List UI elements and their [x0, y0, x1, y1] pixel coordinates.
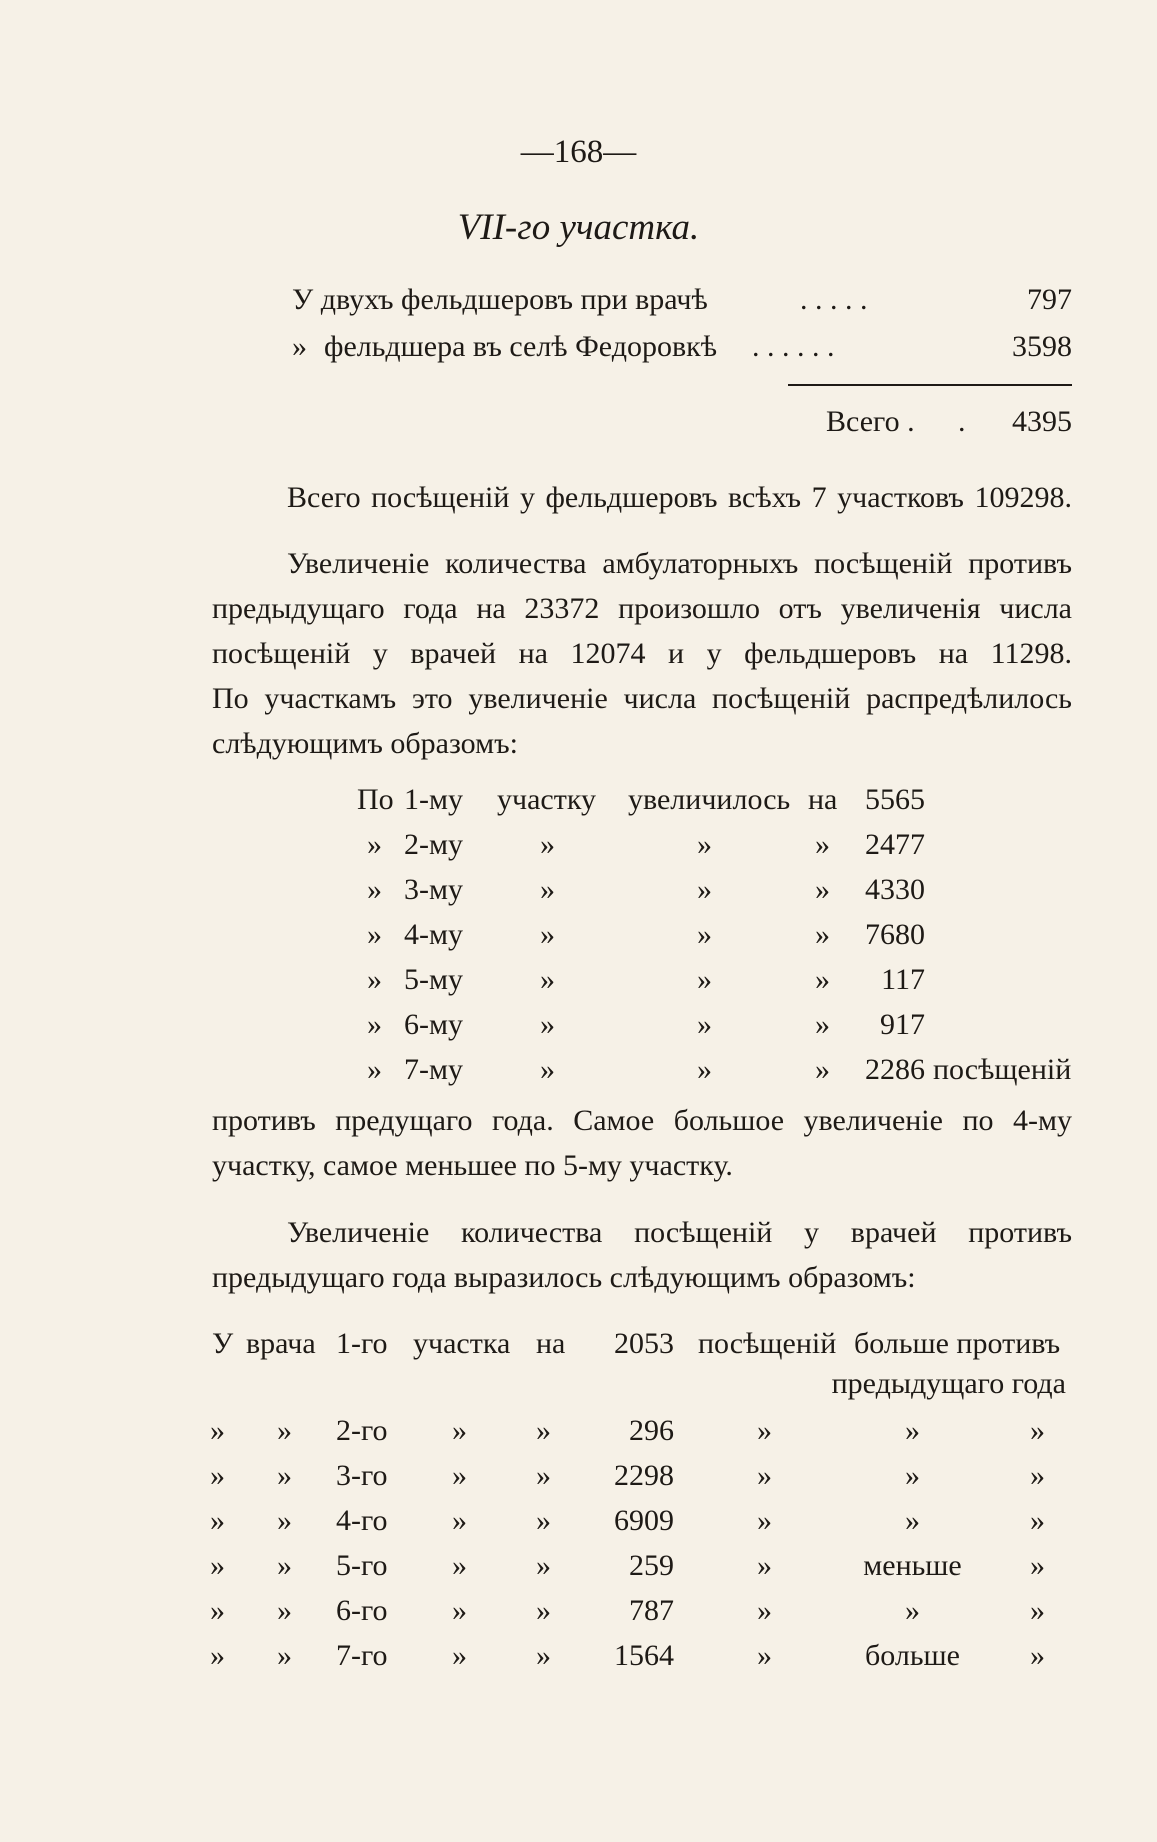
vii-row-value: 3598	[1012, 330, 1072, 363]
cell: »	[757, 1414, 772, 1447]
cell: »	[815, 873, 830, 906]
cell: »	[210, 1459, 225, 1492]
cell: »	[452, 1459, 467, 1492]
cell: »	[452, 1549, 467, 1582]
cell: »	[757, 1504, 772, 1537]
cell: 6-го	[336, 1594, 388, 1627]
cell: 2477	[865, 828, 925, 861]
cell: 4-му	[404, 918, 463, 951]
cell: 2-го	[336, 1414, 388, 1447]
cell: »	[536, 1594, 551, 1627]
cell: »	[697, 828, 712, 861]
cell: больше	[865, 1639, 960, 1672]
text-line: противъ предущаго года. Самое большое увеличеніе по 4-му	[212, 1104, 1072, 1137]
cell: »	[536, 1414, 551, 1447]
cell: посѣщеній	[933, 1053, 1072, 1086]
cell: 296	[629, 1414, 674, 1447]
cell: »	[367, 828, 382, 861]
cell: »	[757, 1459, 772, 1492]
cell: 7-го	[336, 1639, 388, 1672]
text-line: По участкамъ это увеличеніе числа посѣщеній распредѣлилось	[212, 682, 1072, 715]
cell: »	[367, 873, 382, 906]
cell: »	[277, 1414, 292, 1447]
cell: меньше	[863, 1549, 962, 1582]
cell: »	[1030, 1414, 1045, 1447]
cell: »	[452, 1594, 467, 1627]
cell: 5-му	[404, 963, 463, 996]
text-line: Увеличеніе количества посѣщеній у врачей противъ	[287, 1216, 1072, 1249]
cell: »	[277, 1549, 292, 1582]
cell: 2286	[865, 1053, 925, 1086]
cell: »	[452, 1414, 467, 1447]
vii-total-dots: .	[958, 405, 966, 438]
cell: на	[808, 783, 838, 816]
cell: »	[277, 1639, 292, 1672]
cell: »	[367, 963, 382, 996]
cell: 2053	[614, 1327, 674, 1360]
cell: »	[1030, 1594, 1045, 1627]
cell: участка	[413, 1327, 511, 1360]
cell: »	[697, 1008, 712, 1041]
text-line: посѣщеній у врачей на 12074 и у фельдшеровъ на 11298.	[212, 637, 1072, 670]
cell: »	[697, 873, 712, 906]
sum-rule	[788, 384, 1072, 386]
cell: »	[1030, 1639, 1045, 1672]
cell: 1-му	[404, 783, 463, 816]
paragraph-3	[212, 1210, 1072, 1300]
vii-row-ditto: »	[292, 330, 307, 363]
cell: »	[536, 1504, 551, 1537]
cell: 1564	[614, 1639, 674, 1672]
vii-row-value: 797	[1027, 283, 1072, 316]
cell: »	[536, 1459, 551, 1492]
cell: »	[367, 1008, 382, 1041]
cell: 259	[629, 1549, 674, 1582]
cell: »	[905, 1459, 920, 1492]
cell: »	[905, 1504, 920, 1537]
cell: »	[815, 963, 830, 996]
cell: »	[536, 1549, 551, 1582]
cell: »	[757, 1594, 772, 1627]
cell: »	[540, 828, 555, 861]
cell: »	[815, 828, 830, 861]
cell: посѣщеній	[698, 1327, 837, 1360]
cell: »	[757, 1549, 772, 1582]
text-line: предыдущаго года на 23372 произошло отъ увеличенія числа	[212, 592, 1072, 625]
cell: 3-го	[336, 1459, 388, 1492]
cell: предыдущаго года	[831, 1367, 1066, 1400]
vii-total-label: Всего .	[826, 405, 915, 438]
cell: 5565	[865, 783, 925, 816]
cell: 6-му	[404, 1008, 463, 1041]
cell: 4330	[865, 873, 925, 906]
cell: »	[540, 1053, 555, 1086]
cell: »	[536, 1639, 551, 1672]
cell: »	[697, 963, 712, 996]
cell: У	[212, 1327, 234, 1360]
cell: »	[277, 1459, 292, 1492]
cell: 787	[629, 1594, 674, 1627]
cell: »	[210, 1549, 225, 1582]
cell: »	[210, 1639, 225, 1672]
cell: больше противъ	[854, 1327, 1061, 1360]
text-line: участку, самое меньшее по 5-му участку.	[212, 1149, 733, 1182]
vii-row-text: У двухъ фельдшеровъ при врачѣ	[292, 283, 708, 316]
cell: »	[540, 1008, 555, 1041]
cell: »	[210, 1414, 225, 1447]
cell: »	[277, 1504, 292, 1537]
text-line: слѣдующимъ образомъ:	[212, 727, 518, 760]
paragraph-1	[212, 541, 1072, 766]
cell: 4-го	[336, 1504, 388, 1537]
vii-row-dots: . . . . . .	[752, 330, 835, 363]
cell: 117	[881, 963, 925, 996]
cell: »	[367, 918, 382, 951]
cell: 2-му	[404, 828, 463, 861]
section-title: VII-го участка.	[457, 207, 700, 248]
cell: »	[1030, 1549, 1045, 1582]
cell: участку	[497, 783, 596, 816]
cell: »	[210, 1504, 225, 1537]
cell: »	[697, 918, 712, 951]
cell: 5-го	[336, 1549, 388, 1582]
vii-total-value: 4395	[1012, 405, 1072, 438]
cell: врача	[246, 1327, 316, 1360]
cell: »	[367, 1053, 382, 1086]
cell: увеличилось	[628, 783, 791, 816]
text-line: предыдущаго года выразилось слѣдующимъ образомъ:	[212, 1261, 916, 1294]
cell: 917	[880, 1008, 925, 1041]
cell: »	[277, 1594, 292, 1627]
cell: »	[210, 1594, 225, 1627]
cell: 7680	[865, 918, 925, 951]
page-number: —168—	[520, 134, 637, 170]
vii-row-text: фельдшера въ селѣ Федоровкѣ	[324, 330, 718, 363]
cell: 6909	[614, 1504, 674, 1537]
cell: »	[815, 1008, 830, 1041]
cell: »	[697, 1053, 712, 1086]
cell: »	[1030, 1504, 1045, 1537]
cell: 7-му	[404, 1053, 463, 1086]
cell: »	[540, 963, 555, 996]
paragraph-2	[212, 1098, 1072, 1188]
cell: »	[815, 1053, 830, 1086]
cell: »	[540, 918, 555, 951]
text-line: Увеличеніе количества амбулаторныхъ посѣщеній противъ	[287, 547, 1072, 580]
cell: »	[1030, 1459, 1045, 1492]
cell: »	[815, 918, 830, 951]
cell: »	[757, 1639, 772, 1672]
cell: »	[905, 1414, 920, 1447]
cell: 3-му	[404, 873, 463, 906]
cell: 2298	[614, 1459, 674, 1492]
cell: »	[540, 873, 555, 906]
cell: »	[452, 1639, 467, 1672]
cell: По	[357, 783, 394, 816]
cell: 1-го	[336, 1327, 388, 1360]
text-line: Всего посѣщеній у фельдшеровъ всѣхъ 7 участковъ 109298.	[287, 481, 1072, 514]
cell: »	[452, 1504, 467, 1537]
cell: »	[905, 1594, 920, 1627]
cell: на	[536, 1327, 566, 1360]
vii-row-dots: . . . . .	[800, 283, 868, 316]
summary-line	[287, 475, 1072, 520]
